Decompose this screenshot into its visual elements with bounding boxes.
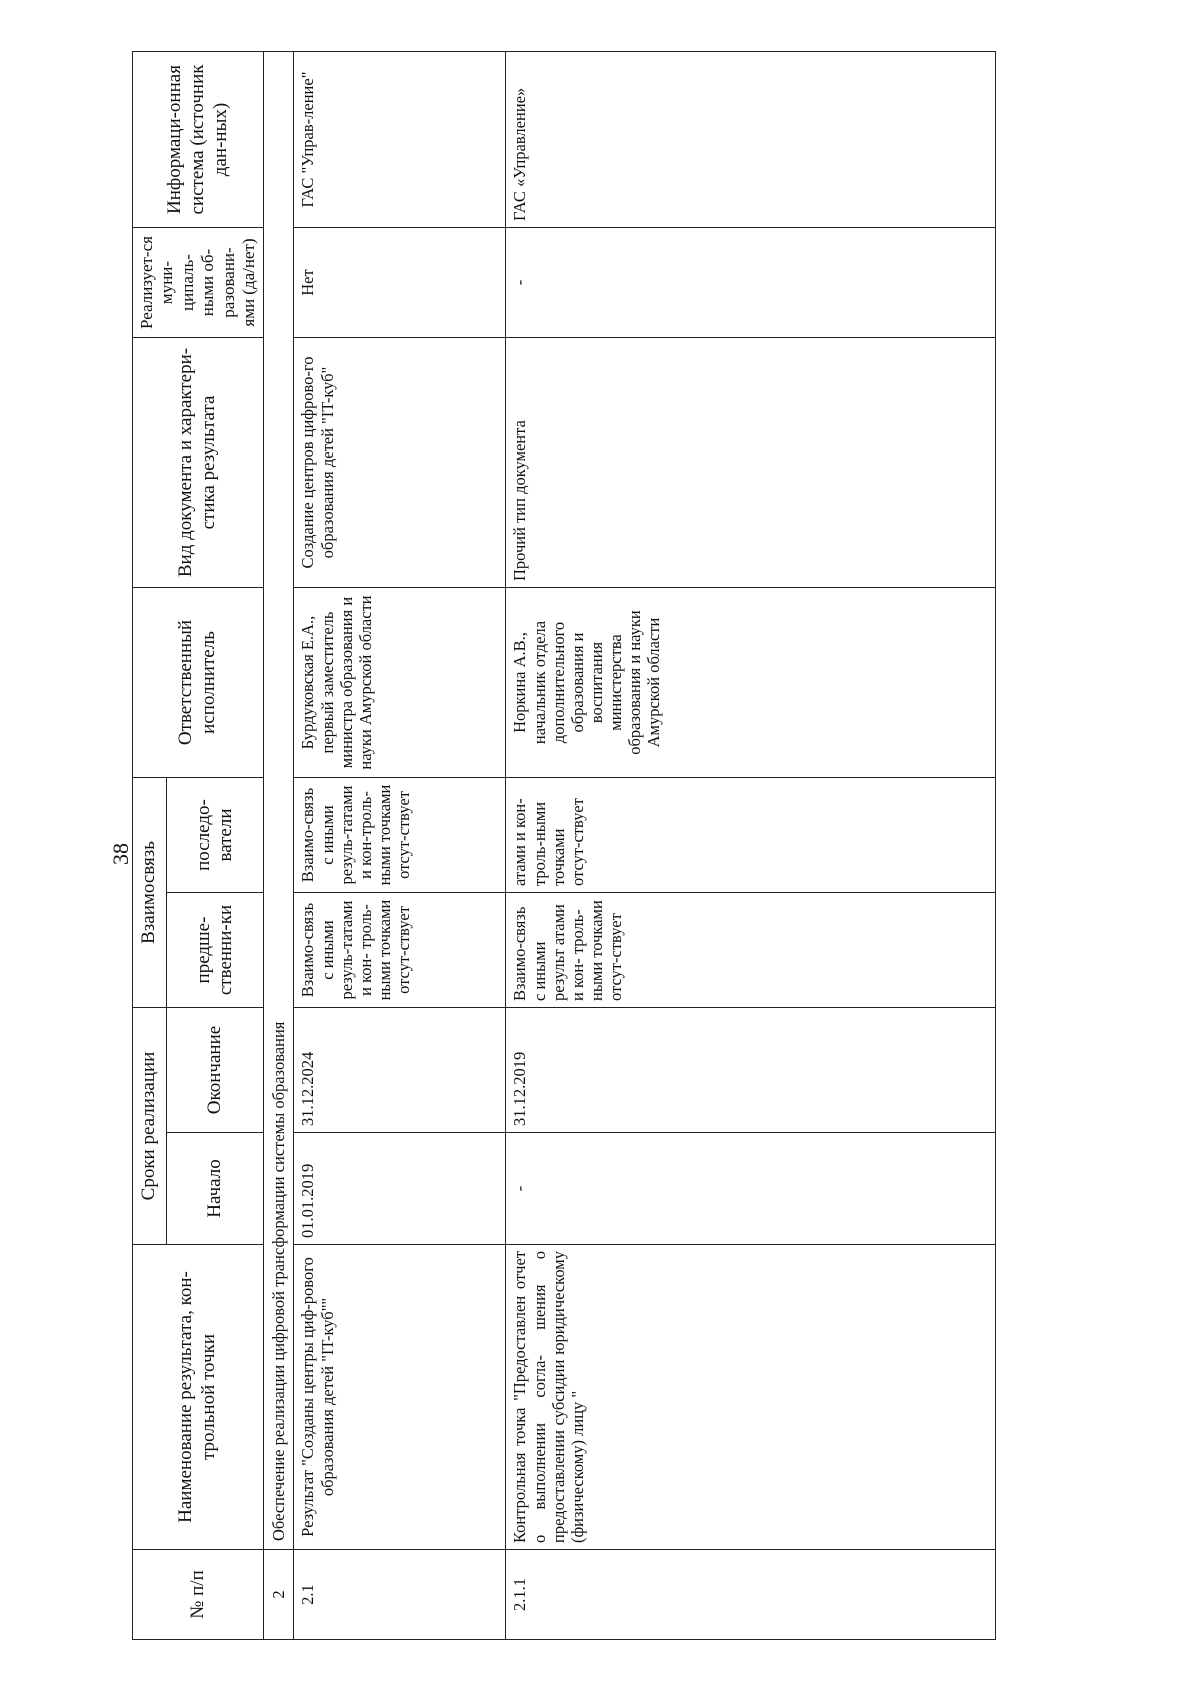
row-name: Контрольная точка "Предоставлен отчет о выполнении согла- шения о предоставлении субсидии юридическому (физическому) лицу " [506, 1245, 996, 1550]
row-num: 2.1.1 [506, 1550, 996, 1640]
row-responsible: Бурдуковская Е.А., первый заместитель министра образования и науки Амурской области [294, 588, 506, 778]
header-name: Наименование результата, кон-трольной точки [133, 1245, 264, 1550]
row-doc-type: Прочий тип документа [506, 338, 996, 588]
row-municipal: Нет [294, 228, 506, 338]
header-followers: последо-ватели [167, 778, 264, 893]
row-end: 31.12.2019 [506, 1008, 996, 1133]
header-relation: Взаимосвязь [133, 778, 167, 1008]
row-start: - [506, 1133, 996, 1245]
header-terms: Сроки реализации [133, 1008, 167, 1245]
row-responsible: Норкина А.В., начальник отдела дополнительного образования и воспитания министерства образования и науки Амурской области [506, 588, 996, 778]
header-responsible: Ответственный исполнитель [133, 588, 264, 778]
row-predecessors: Взаимо-связь с иными результ атами и кон- троль-ными точками отсут-ствует [506, 893, 996, 1008]
page-number: 38 [108, 843, 133, 865]
section-title: Обеспечение реализации цифровой трансформации системы образования [264, 52, 294, 1550]
header-end: Окончание [167, 1008, 264, 1133]
plan-table [132, 51, 996, 1640]
header-predecessors: предше-ственни-ки [167, 893, 264, 1008]
row-predecessors: Взаимо-связь с иными резуль-татами и кон- троль-ными точками отсут-ствует [294, 893, 506, 1008]
header-municipal: Реализует-ся муни-ципаль-ными об-разовани-ями (да/нет) [133, 228, 264, 338]
row-doc-type: Создание центров цифрово-го образования детей "IT-куб" [294, 338, 506, 588]
row-start: 01.01.2019 [294, 1133, 506, 1245]
header-row-1 [133, 52, 167, 1640]
row-name: Результат "Созданы центры циф-рового образования детей "IT-куб"" [294, 1245, 506, 1550]
row-followers: Взаимо-связь с иными резуль-татами и кон-троль-ными точками отсут-ствует [294, 778, 506, 893]
table-row [506, 52, 996, 1640]
header-start: Начало [167, 1133, 264, 1245]
header-num: № п/п [133, 1550, 264, 1640]
row-info-system: ГАС "Управ-ление" [294, 52, 506, 228]
row-municipal: - [506, 228, 996, 338]
row-info-system: ГАС «Управление» [506, 52, 996, 228]
section-num: 2 [264, 1550, 294, 1640]
row-num: 2.1 [294, 1550, 506, 1640]
header-info-system: Информаци-онная система (источник дан-ных) [133, 52, 264, 228]
row-followers: атами и кон-троль-ными точками отсут-ствует [506, 778, 996, 893]
section-row [264, 52, 294, 1640]
row-end: 31.12.2024 [294, 1008, 506, 1133]
table-row [294, 52, 506, 1640]
header-doc-type: Вид документа и характери-стика результата [133, 338, 264, 588]
